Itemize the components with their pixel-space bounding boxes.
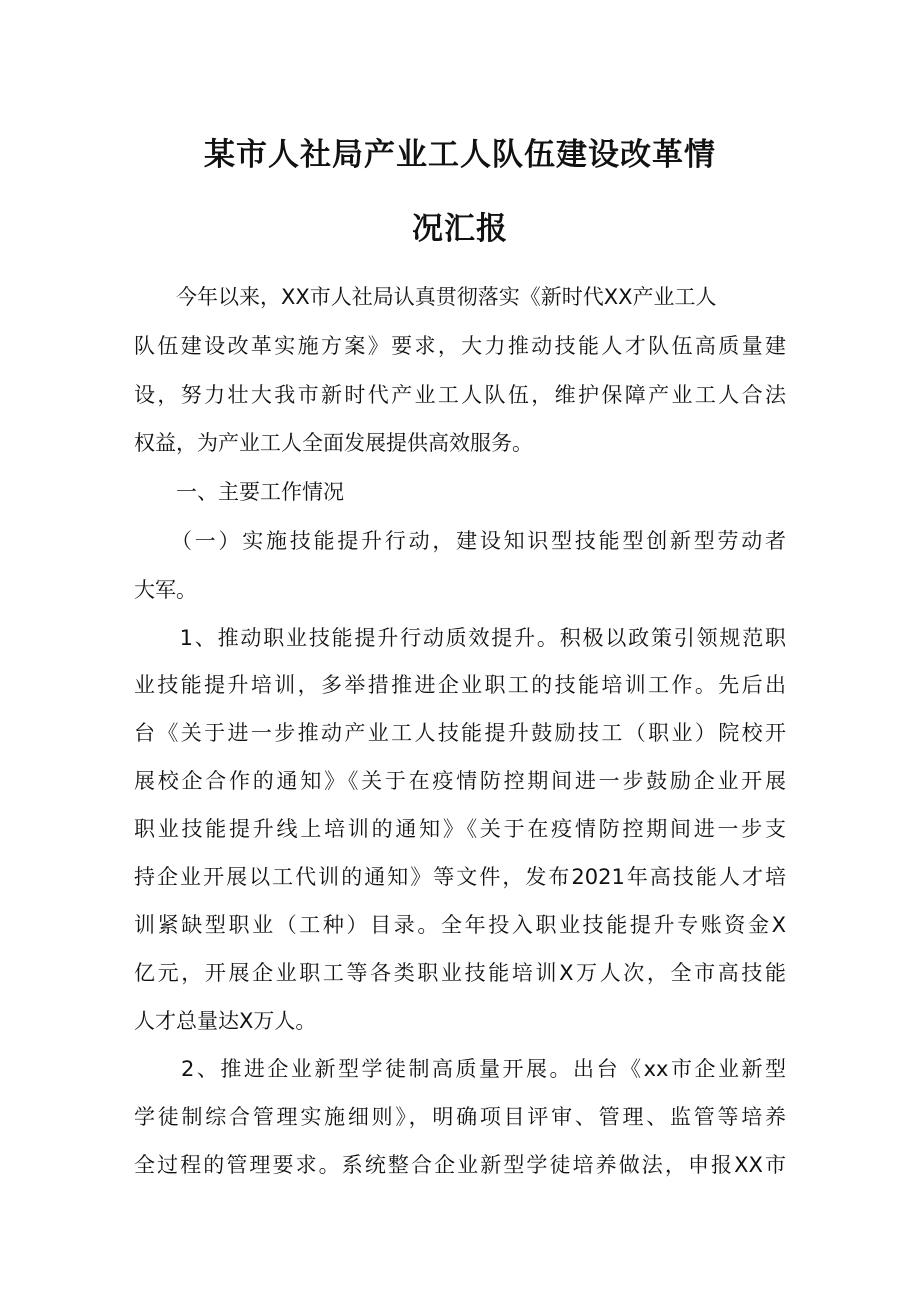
paragraph-line: 全过程的管理要求。系统整合企业新型学徒培养做法，申报XX市 (134, 1153, 786, 1177)
paragraph-line: 1、推动职业技能提升行动质效提升。积极以政策引领规范职 (134, 626, 786, 650)
paragraph-line: 训紧缺型职业（工种）目录。全年投入职业技能提升专账资金X (134, 913, 786, 937)
subsection-heading: （一）实施技能提升行动，建设知识型技能型创新型劳动者 (134, 529, 786, 553)
paragraph-line: 展校企合作的通知》《关于在疫情防控期间进一步鼓励企业开展 (134, 769, 786, 793)
paragraph-line: 2、推进企业新型学徒制高质量开展。出台《xx市企业新型 (134, 1057, 786, 1081)
document-title-line-1: 某市人社局产业工人队伍建设改革情 (204, 137, 716, 173)
paragraph-line: 设，努力壮大我市新时代产业工人队伍，维护保障产业工人合法 (134, 383, 786, 407)
paragraph-line: 业技能提升培训，多举措推进企业职工的技能培训工作。先后出 (134, 673, 786, 697)
subsection-heading-cont: 大军。 (134, 578, 197, 602)
paragraph-line: 持企业开展以工代训的通知》等文件，发布2021年高技能人才培 (134, 865, 786, 889)
paragraph-line: 人才总量达X万人。 (134, 1009, 317, 1033)
paragraph-line: 队伍建设改革实施方案》要求，大力推动技能人才队伍高质量建 (134, 334, 786, 358)
paragraph-line: 学徒制综合管理实施细则》，明确项目评审、管理、监管等培养 (134, 1105, 786, 1129)
paragraph-line: 权益，为产业工人全面发展提供高效服务。 (134, 431, 533, 455)
paragraph-line: 亿元，开展企业职工等各类职业技能培训X万人次，全市高技能 (134, 961, 786, 985)
paragraph-line: 台《关于进一步推动产业工人技能提升鼓励技工（职业）院校开 (134, 721, 786, 745)
section-heading: 一、主要工作情况 (134, 480, 344, 504)
paragraph-line: 职业技能提升线上培训的通知》《关于在疫情防控期间进一步支 (134, 817, 786, 841)
paragraph-line: 今年以来，XX市人社局认真贯彻落实《新时代XX产业工人 (134, 285, 717, 309)
document-title-line-2: 况汇报 (412, 211, 508, 247)
